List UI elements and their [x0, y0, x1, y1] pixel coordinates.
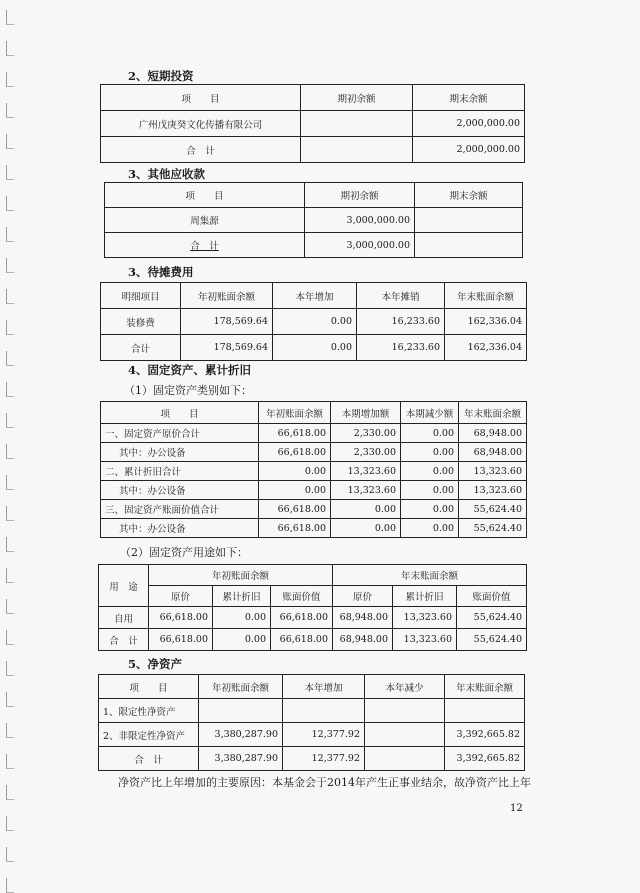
prepaid-expenses-table [100, 282, 527, 361]
table-cell: 16,233.60 [357, 335, 445, 361]
binding-hole [6, 537, 14, 552]
table-cell: 66,618.00 [271, 629, 333, 651]
header-v1: 年初账面余额 [181, 283, 273, 309]
table-cell: 178,569.64 [181, 335, 273, 361]
table-cell: 13,323.60 [459, 481, 527, 500]
binding-hole [6, 599, 14, 614]
table-cell-begin [301, 111, 413, 137]
other-receivables-table [104, 182, 523, 258]
header-v4: 年末账面余额 [445, 675, 525, 699]
binding-hole [6, 568, 14, 583]
table-cell: 66,618.00 [259, 500, 331, 519]
table-row-item: 其中：办公设备 [101, 443, 259, 462]
fixed-assets-category-table [100, 401, 527, 538]
table-cell: 0.00 [401, 500, 459, 519]
header-v2: 本年增加 [273, 283, 357, 309]
table-cell [365, 747, 445, 771]
section-title-fixed-assets: 4、固定资产、累计折旧 [128, 363, 252, 377]
header-v1: 年初账面余额 [199, 675, 283, 699]
table-cell: 66,618.00 [271, 607, 333, 629]
binding-hole [6, 785, 14, 800]
binding-hole [6, 847, 14, 862]
binding-hole [6, 258, 14, 273]
table-cell-end: 2,000,000.00 [413, 137, 525, 163]
binding-hole [6, 72, 14, 87]
subheader: 原价 [333, 586, 393, 607]
binding-hole [6, 506, 14, 521]
table-cell: 68,948.00 [459, 424, 527, 443]
table-cell [283, 699, 365, 723]
binding-hole [6, 723, 14, 738]
table-row-item: 二、累计折旧合计 [101, 462, 259, 481]
table-cell: 0.00 [401, 424, 459, 443]
table-cell: 3,380,287.90 [199, 723, 283, 747]
table-cell: 2,330.00 [331, 443, 401, 462]
table-cell: 66,618.00 [259, 424, 331, 443]
table-cell: 12,377.92 [283, 723, 365, 747]
table-cell: 66,618.00 [259, 443, 331, 462]
table-row-item: 三、固定资产账面价值合计 [101, 500, 259, 519]
table-row-item: 一、固定资产原价合计 [101, 424, 259, 443]
table-cell-end [415, 208, 523, 233]
net-assets-table [98, 674, 525, 771]
table-cell: 13,323.60 [393, 607, 457, 629]
fixed-assets-usage-table [98, 564, 527, 651]
table-cell-begin [301, 137, 413, 163]
header-v3: 本年摊销 [357, 283, 445, 309]
header-begin: 期初余额 [305, 183, 415, 208]
binding-hole [6, 10, 14, 25]
table-cell: 55,624.40 [457, 629, 527, 651]
table-cell: 3,392,665.82 [445, 723, 525, 747]
table-row-item: 2、非限定性净资产 [99, 723, 199, 747]
table-cell-end [415, 233, 523, 258]
binding-hole [6, 41, 14, 56]
subheader: 账面价值 [457, 586, 527, 607]
section-title-prepaid-expenses: 3、待摊费用 [128, 265, 194, 279]
header-v4: 年末账面余额 [459, 402, 527, 424]
table-row-item: 其中：办公设备 [101, 481, 259, 500]
table-row-item: 周集源 [105, 208, 305, 233]
table-cell: 0.00 [259, 462, 331, 481]
table-cell: 162,336.04 [445, 335, 527, 361]
table-cell: 0.00 [401, 462, 459, 481]
header-item: 项 目 [105, 183, 305, 208]
table-row-total: 合 计 [99, 747, 199, 771]
table-cell: 0.00 [273, 335, 357, 361]
table-cell: 0.00 [401, 481, 459, 500]
table-cell: 0.00 [331, 519, 401, 538]
header-item: 明细项目 [101, 283, 181, 309]
table-cell [445, 699, 525, 723]
table-row-total: 合 计 [99, 629, 149, 651]
table-cell [365, 723, 445, 747]
subsection-title-categories: （1）固定资产类别如下： [124, 384, 252, 397]
table-cell: 0.00 [213, 607, 271, 629]
table-row-item: 1、限定性净资产 [99, 699, 199, 723]
binding-hole [6, 692, 14, 707]
table-cell: 55,624.40 [457, 607, 527, 629]
table-cell: 55,624.40 [459, 519, 527, 538]
binding-hole [6, 320, 14, 335]
table-row-item: 其中：办公设备 [101, 519, 259, 538]
binding-hole [6, 475, 14, 490]
header-v4: 年末账面余额 [445, 283, 527, 309]
subsection-title-usage: （2）固定资产用途如下： [120, 546, 248, 559]
table-cell: 68,948.00 [333, 607, 393, 629]
table-cell: 55,624.40 [459, 500, 527, 519]
table-cell: 68,948.00 [333, 629, 393, 651]
header-end: 期末余额 [415, 183, 523, 208]
binding-hole [6, 196, 14, 211]
table-cell: 3,392,665.82 [445, 747, 525, 771]
subheader: 原价 [149, 586, 213, 607]
section-title-net-assets: 5、净资产 [128, 657, 183, 671]
table-row-total: 合 计 [101, 137, 301, 163]
table-cell: 66,618.00 [259, 519, 331, 538]
binding-hole [6, 227, 14, 242]
table-cell-begin: 3,000,000.00 [305, 208, 415, 233]
header-v1: 年初账面余额 [259, 402, 331, 424]
binding-hole [6, 134, 14, 149]
binding-hole [6, 413, 14, 428]
header-group-end: 年末账面余额 [333, 565, 527, 586]
binding-edge [6, 0, 18, 890]
table-cell: 0.00 [213, 629, 271, 651]
table-cell: 13,323.60 [331, 462, 401, 481]
header-end: 期末余额 [413, 85, 525, 111]
table-row-item: 装修费 [101, 309, 181, 335]
subheader: 账面价值 [271, 586, 333, 607]
table-cell: 162,336.04 [445, 309, 527, 335]
binding-hole [6, 351, 14, 366]
table-cell: 0.00 [259, 481, 331, 500]
table-cell: 16,233.60 [357, 309, 445, 335]
header-v3: 本年减少 [365, 675, 445, 699]
binding-hole [6, 165, 14, 180]
binding-hole [6, 816, 14, 831]
subheader: 累计折旧 [213, 586, 271, 607]
binding-hole [6, 289, 14, 304]
section-title-short-term-investment: 2、短期投资 [128, 69, 194, 83]
header-begin: 期初余额 [301, 85, 413, 111]
table-row-total: 合计 [101, 335, 181, 361]
binding-hole [6, 661, 14, 676]
binding-hole [6, 878, 14, 893]
header-v2: 本年增加 [283, 675, 365, 699]
header-v3: 本期减少额 [401, 402, 459, 424]
binding-hole [6, 754, 14, 769]
table-cell-begin: 3,000,000.00 [305, 233, 415, 258]
header-item: 项 目 [99, 675, 199, 699]
header-item: 项 目 [101, 402, 259, 424]
table-cell: 66,618.00 [149, 607, 213, 629]
binding-hole [6, 630, 14, 645]
table-cell: 68,948.00 [459, 443, 527, 462]
table-cell [199, 699, 283, 723]
table-row-item: 广州戊庚癸文化传播有限公司 [101, 111, 301, 137]
table-cell: 178,569.64 [181, 309, 273, 335]
table-cell: 13,323.60 [459, 462, 527, 481]
binding-hole [6, 382, 14, 397]
table-cell: 13,323.60 [331, 481, 401, 500]
table-cell: 3,380,287.90 [199, 747, 283, 771]
table-cell: 13,323.60 [393, 629, 457, 651]
header-use: 用 途 [99, 565, 149, 607]
table-cell: 0.00 [401, 443, 459, 462]
subheader: 累计折旧 [393, 586, 457, 607]
header-item: 项 目 [101, 85, 301, 111]
table-cell-end: 2,000,000.00 [413, 111, 525, 137]
header-v2: 本期增加额 [331, 402, 401, 424]
net-assets-explanation: 净资产比上年增加的主要原因：本基金会于2014年产生正事业结余，故净资产比上年 [118, 776, 531, 789]
page-number: 12 [510, 803, 523, 814]
table-row-total: 合 计 [105, 233, 305, 258]
binding-hole [6, 444, 14, 459]
table-cell: 12,377.92 [283, 747, 365, 771]
section-title-other-receivables: 3、其他应收款 [128, 167, 206, 181]
table-cell: 0.00 [273, 309, 357, 335]
table-row-item: 自用 [99, 607, 149, 629]
table-cell: 66,618.00 [149, 629, 213, 651]
table-cell: 2,330.00 [331, 424, 401, 443]
table-cell [365, 699, 445, 723]
table-cell: 0.00 [401, 519, 459, 538]
binding-hole [6, 103, 14, 118]
table-cell: 0.00 [331, 500, 401, 519]
short-term-investment-table [100, 84, 525, 163]
header-group-begin: 年初账面余额 [149, 565, 333, 586]
